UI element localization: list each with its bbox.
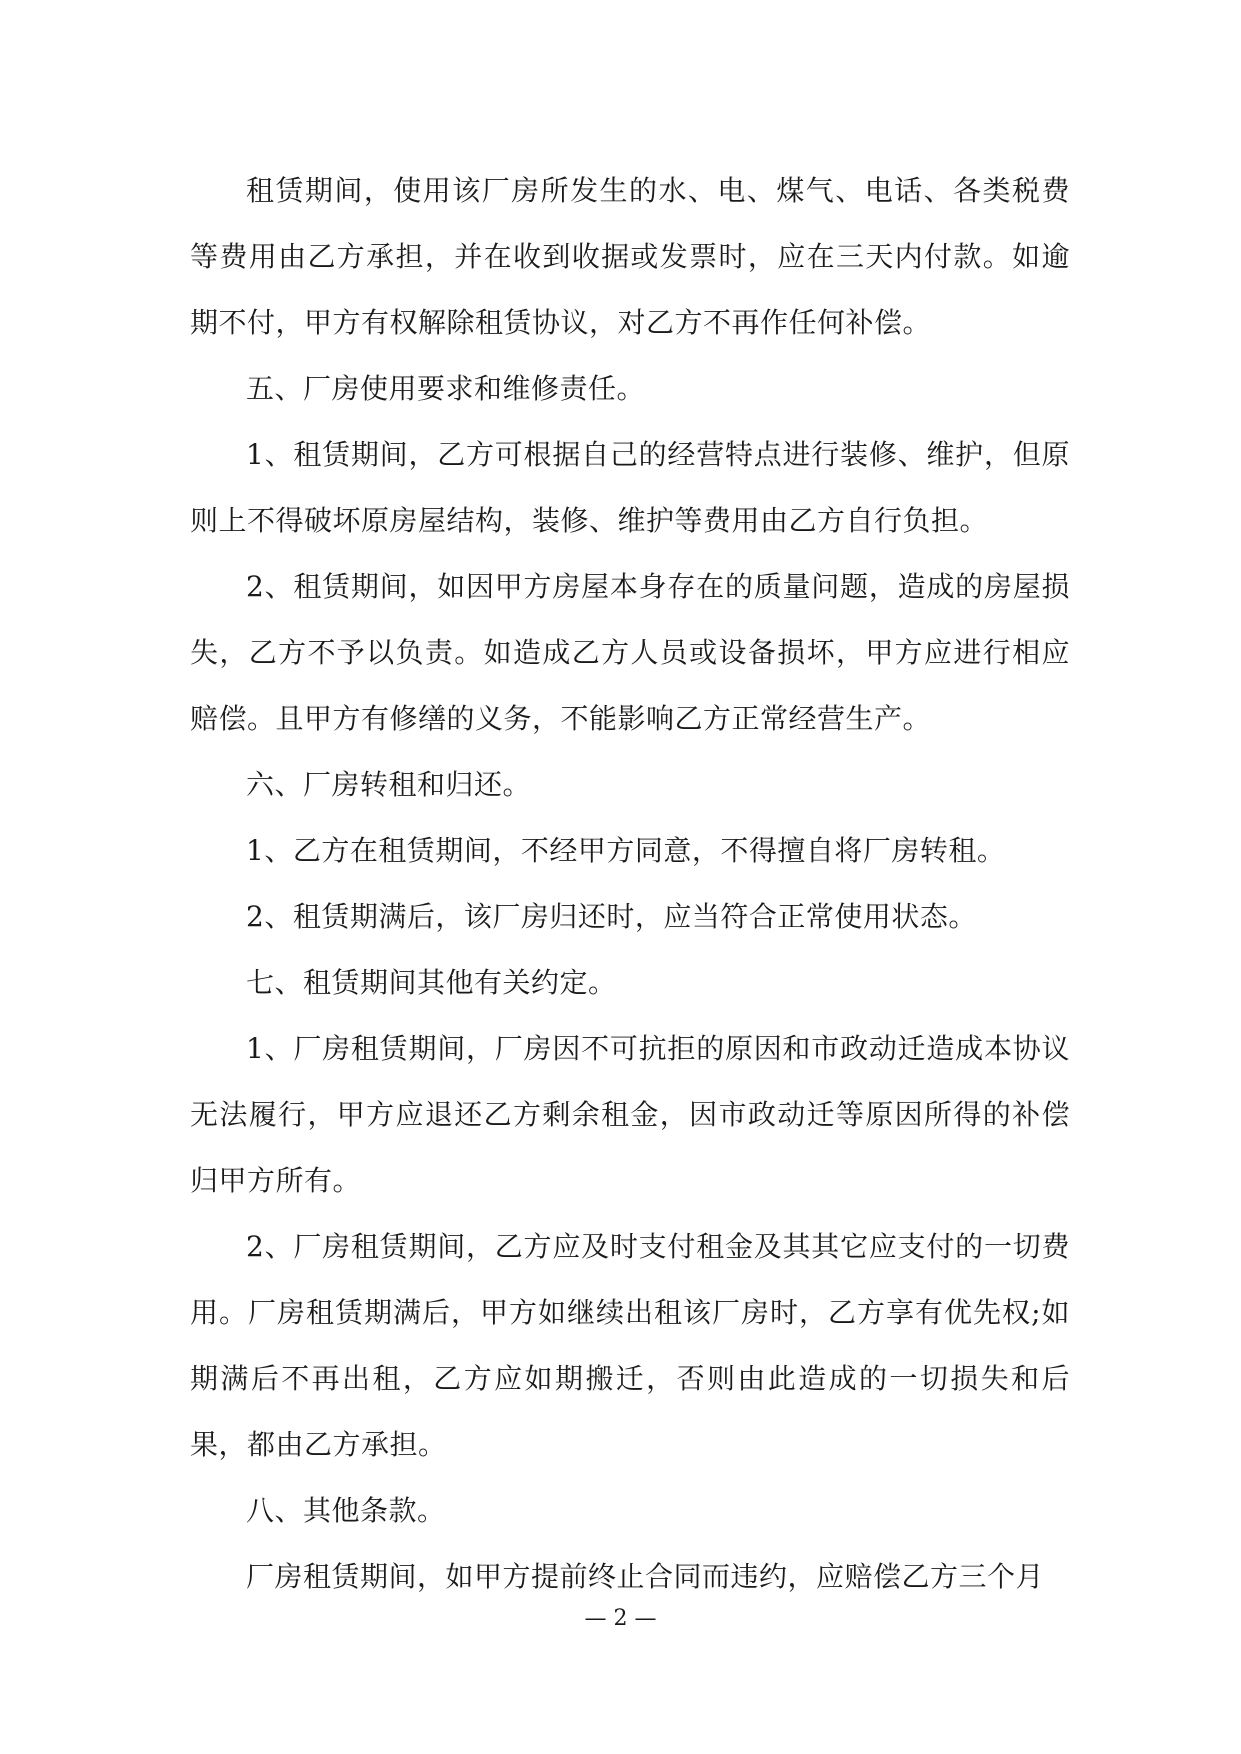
- clause-six-2: 2、租赁期满后，该厂房归还时，应当符合正常使用状态。: [246, 900, 977, 933]
- paragraph-utilities-fees: 租赁期间，使用该厂房所发生的水、电、煤气、电话、各类税费等费用由乙方承担，并在收到收据或发票时，应在三天内付款。如逾期不付，甲方有权解除租赁协议，对乙方不再作任何补偿。: [190, 174, 1070, 339]
- clause-seven-2: 2、厂房租赁期间，乙方应及时支付租金及其其它应支付的一切费用。厂房租赁期满后，甲方如继续出租该厂房时，乙方享有优先权;如期满后不再出租，乙方应如期搬迁，否则由此造成的一切损失和后果，都由乙方承担。: [190, 1230, 1070, 1461]
- document-body: [190, 158, 1070, 1610]
- section-heading-eight: 八、其他条款。: [246, 1494, 446, 1527]
- clause-six-1: 1、乙方在租赁期间，不经甲方同意，不得擅自将厂房转租。: [246, 834, 1006, 867]
- section-heading-five: 五、厂房使用要求和维修责任。: [246, 372, 646, 405]
- clause-five-1: 1、租赁期间，乙方可根据自己的经营特点进行装修、维护，但原则上不得破坏原房屋结构，装修、维护等费用由乙方自行负担。: [190, 438, 1070, 537]
- page-number: — 2 —: [584, 1606, 657, 1631]
- section-heading-seven: 七、租赁期间其他有关约定。: [246, 966, 617, 999]
- clause-five-2: 2、租赁期间，如因甲方房屋本身存在的质量问题，造成的房屋损失，乙方不予以负责。如造成乙方人员或设备损坏，甲方应进行相应赔偿。且甲方有修缮的义务，不能影响乙方正常经营生产。: [190, 570, 1070, 735]
- clause-seven-1: 1、厂房租赁期间，厂房因不可抗拒的原因和市政动迁造成本协议无法履行，甲方应退还乙方剩余租金，因市政动迁等原因所得的补偿归甲方所有。: [190, 1032, 1070, 1197]
- section-heading-six: 六、厂房转租和归还。: [246, 768, 532, 801]
- clause-eight-text: 厂房租赁期间，如甲方提前终止合同而违约，应赔偿乙方三个月: [246, 1560, 1045, 1593]
